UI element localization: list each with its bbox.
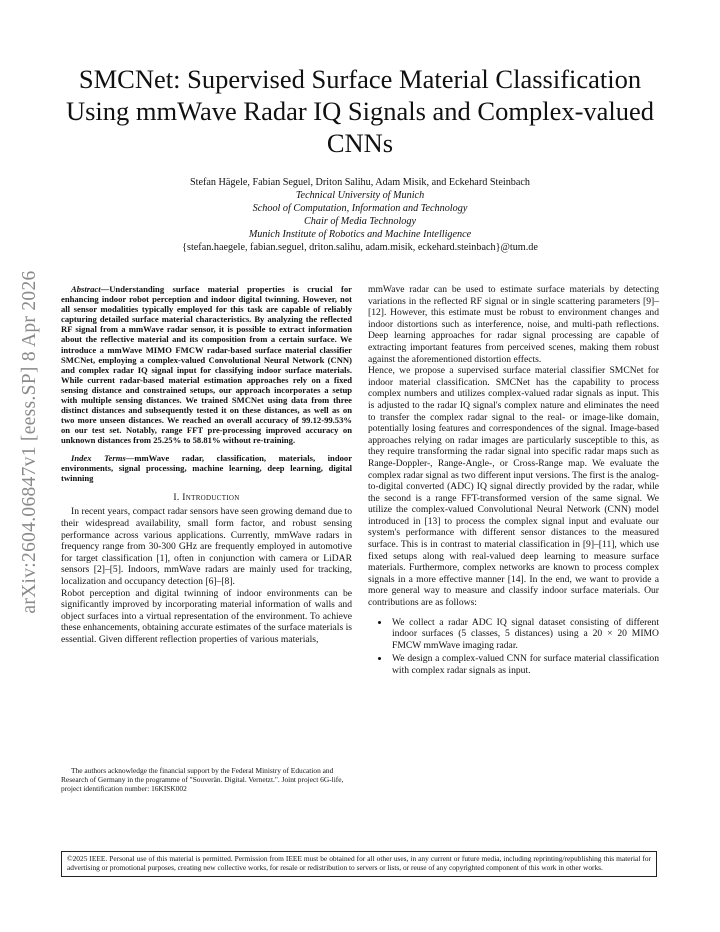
section-heading: I. Introduction — [173, 491, 240, 503]
intro-paragraph-2: Robot perception and digital twinning of indoor environments can be significantly improved by incorporating material information of walls and object surfaces into a virtual representation of the environment. To achieve these enhancements, obtaining accurate estimates of the surface materials is essential. Given different reflection properties of various materials, — [61, 587, 352, 645]
index-terms-text: —mmWave radar, classification, materials, indoor environments, signal processing, machine learning, deep learning, digital twinning — [61, 452, 353, 483]
arxiv-id: arXiv:2604.06847v1 [eess.SP] 8 Apr 2026 — [19, 270, 40, 614]
index-terms-label: Index Terms — [71, 452, 126, 463]
contribution-item: • We design a complex-valued CNN for surface material classification with complex radar signals as input. — [390, 653, 659, 676]
right-column — [368, 284, 659, 679]
abstract-label: Abstract — [71, 284, 101, 294]
arxiv-sidebar-stamp — [10, 262, 50, 622]
right-paragraph-2: Hence, we propose a supervised surface material classifier SMCNet for indoor material classification. SMCNet has the capability to process complex numbers and utilizes complex-valued radar signals as input. This is adjusted to the radar IQ signal's complex nature and eliminates the need to transfer the complex radar signal to the real- or image-like domain, potentially losing features and correspondences of the signal. Image-based approaches relying on radar images are particularly susceptible to this, as they require transforming the radar signal into specific radar maps such as Range-Doppler-, Range-Angle-, or Cross-Range map. We evaluate the complex radar signal as two different input versions. The first is the analog-to-digital converted (ADC) IQ signal directly provided by the radar, while the second is a range FFT-transformed version of the same signal. We utilize the complex-valued Convolutional Neural Network (CNN) model introduced in [13] to process the complex signal input and evaluate our system's performance with different sensor distances to the measured surface. This is in contrast to material classification in [9]–[11], which use fixed setups along with real-valued deep learning to measure surface materials. Furthermore, complex networks are known to process complex signals in a more effective manner [14]. In the end, we want to provide a more general way to measure and classify indoor surface materials. Our contributions are as follows: — [368, 365, 659, 609]
index-terms — [61, 453, 352, 483]
funding-footnote: The authors acknowledge the financial support by the Federal Ministry of Education and Research of Germany in the programme of "Souverän. Digital. Vernetzt.". Joint project 6G-life, project identification number: 16KISK002 — [61, 766, 344, 793]
intro-paragraph-1: In recent years, compact radar sensors have seen growing demand due to their widespread availability, small form factor, and robust sensing performance across various applications. Currently, mmWave radars in frequency range from 30-300 GHz are frequently employed in automotive for target classification [1], often in conjunction with camera or LiDAR sensors [2]–[5]. Indoors, mmWave radars are mainly used for tracking, localization and occupancy detection [6]–[8]. — [61, 506, 352, 587]
affiliation-4: Munich Institute of Robotics and Machine Intelligence — [248, 229, 472, 240]
right-paragraph-1: mmWave radar can be used to estimate surface materials by detecting variations in the reflected RF signal or in single scattering parameters [9]–[12]. However, this estimate must be robust to environment changes and indoor distortions such as interference, noise, and multi-path reflections. Deep learning approaches for radar signal processing are capable of extracting important features from perceived scenes, making them robust against the aforementioned distortion effects. — [368, 284, 659, 365]
affiliation-3: Chair of Media Technology — [304, 216, 416, 227]
author-emails: {stefan.haegele, fabian.seguel, driton.salihu, adam.misik, eckehard.steinbach}@tum.de — [182, 242, 538, 253]
abstract — [61, 284, 352, 446]
affiliation-1: Technical University of Munich — [295, 190, 425, 201]
copyright-notice: ©2025 IEEE. Personal use of this material is permitted. Permission from IEEE must be obtained for all other uses, in any current or future media, including reprinting/republishing this material for advertising or promotional purposes, creating new collective works, for resale or redistribution to servers or lists, or reuse of any copyrighted component of this work in other works. — [61, 851, 657, 877]
author-block — [60, 176, 660, 254]
contributions-list — [368, 617, 659, 677]
abstract-text: —Understanding surface material properties is crucial for enhancing indoor robot perception and indoor digital twinning. However, not all sensor modalities typically employed for this task are capable of reliably capturing detailed surface material characteristics. By analyzing the reflected RF signal from a mmWave radar sensor, it is possible to extract information about the reflective material and its composition from a certain surface. We introduce a mmWave MIMO FMCW radar-based surface material classifier SMCNet, employing a complex-valued Convolutional Neural Network (CNN) and complex radar IQ signal input for classifying indoor surface materials. While current radar-based material estimation approaches rely on a fixed sensing distance and constrained setups, our approach incorporates a setup with multiple sensing distances. We trained SMCNet using data from three distinct distances and subsequently tested it on these distances, as well as on two more unseen distances. We reached an overall accuracy of 99.12-99.53% on our test set. Notably, range FFT pre-processing improved accuracy on unknown distances from 25.25% to 58.81% without re-training. — [61, 284, 352, 446]
affiliation-2: School of Computation, Information and Technology — [252, 203, 468, 214]
contribution-item: • We collect a radar ADC IQ signal dataset consisting of different indoor surfaces (5 classes, 5 distances) using a 20 × 20 MIMO FMCW mmWave imaging radar. — [390, 617, 659, 652]
paper-title: SMCNet: Supervised Surface Material Classification Using mmWave Radar IQ Signals and Complex-valued CNNs — [65, 64, 655, 158]
left-column — [61, 284, 352, 646]
author-names: Stefan Hägele, Fabian Seguel, Driton Salihu, Adam Misik, and Eckehard Steinbach — [189, 177, 531, 188]
